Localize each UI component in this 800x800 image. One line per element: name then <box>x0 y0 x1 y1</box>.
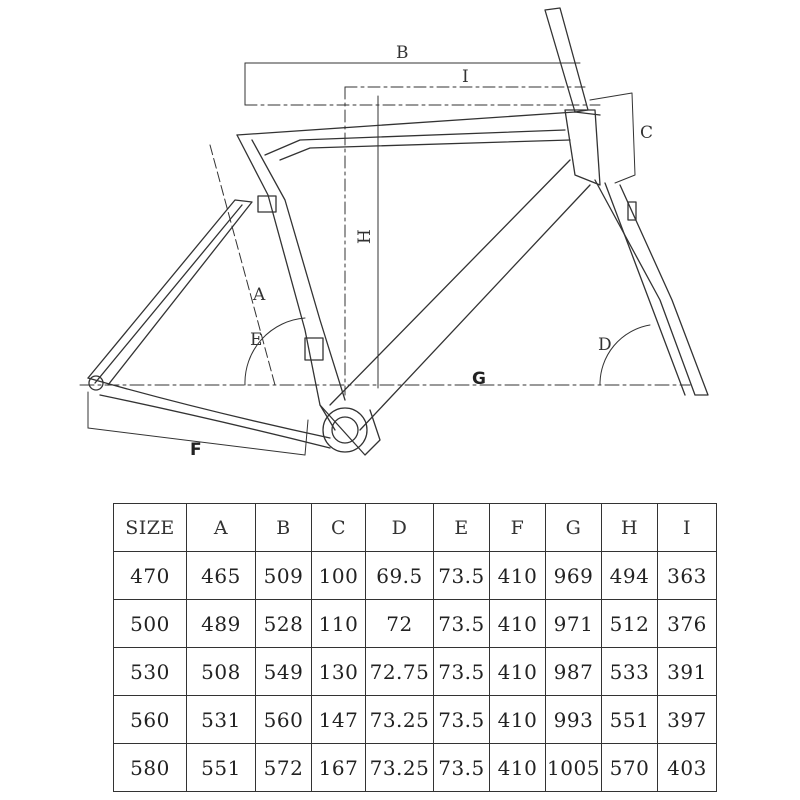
dimension-lines <box>80 63 690 455</box>
table-cell: 73.5 <box>434 552 490 600</box>
table-cell: 363 <box>658 552 717 600</box>
table-row <box>114 600 717 648</box>
table-cell: 72.75 <box>366 648 434 696</box>
table-cell: 560 <box>256 696 312 744</box>
table-cell: 410 <box>490 600 546 648</box>
dim-label-g: G <box>472 369 486 389</box>
table-cell: 100 <box>312 552 366 600</box>
table-cell: 1005 <box>546 744 602 792</box>
table-cell: 570 <box>602 744 658 792</box>
dim-label-i: I <box>462 67 469 87</box>
table-cell: 531 <box>187 696 256 744</box>
dim-label-h: H <box>355 229 375 244</box>
header-d: D <box>366 504 434 552</box>
table-cell: 410 <box>490 552 546 600</box>
header-h: H <box>602 504 658 552</box>
header-a: A <box>187 504 256 552</box>
table-cell: 403 <box>658 744 717 792</box>
bicycle-frame <box>88 8 708 455</box>
header-i: I <box>658 504 717 552</box>
table-cell: 73.5 <box>434 696 490 744</box>
table-cell: 500 <box>114 600 187 648</box>
table-cell: 530 <box>114 648 187 696</box>
table-cell: 376 <box>658 600 717 648</box>
table-cell: 993 <box>546 696 602 744</box>
table-cell: 465 <box>187 552 256 600</box>
table-cell: 969 <box>546 552 602 600</box>
table-cell: 73.25 <box>366 696 434 744</box>
table-cell: 73.5 <box>434 600 490 648</box>
table-cell: 410 <box>490 744 546 792</box>
table-cell: 549 <box>256 648 312 696</box>
header-g: G <box>546 504 602 552</box>
header-b: B <box>256 504 312 552</box>
table-header-row <box>114 504 717 552</box>
table-cell: 508 <box>187 648 256 696</box>
table-row <box>114 648 717 696</box>
table-cell: 410 <box>490 648 546 696</box>
geometry-size-table <box>113 503 717 792</box>
table-cell: 560 <box>114 696 187 744</box>
table-cell: 971 <box>546 600 602 648</box>
table-row <box>114 552 717 600</box>
table-row <box>114 696 717 744</box>
header-f: F <box>490 504 546 552</box>
table-cell: 69.5 <box>366 552 434 600</box>
table-cell: 110 <box>312 600 366 648</box>
table-cell: 551 <box>187 744 256 792</box>
dim-label-b: B <box>396 43 409 63</box>
table-cell: 489 <box>187 600 256 648</box>
table-cell: 987 <box>546 648 602 696</box>
table-cell: 533 <box>602 648 658 696</box>
table-cell: 470 <box>114 552 187 600</box>
table-cell: 73.5 <box>434 648 490 696</box>
dim-label-f: F <box>190 440 202 460</box>
table-row <box>114 744 717 792</box>
table-cell: 72 <box>366 600 434 648</box>
table-cell: 73.5 <box>434 744 490 792</box>
table-cell: 147 <box>312 696 366 744</box>
table-cell: 397 <box>658 696 717 744</box>
table-cell: 410 <box>490 696 546 744</box>
dim-label-a: A <box>253 285 266 305</box>
table-cell: 572 <box>256 744 312 792</box>
dim-label-c: C <box>640 123 654 143</box>
table-cell: 391 <box>658 648 717 696</box>
table-cell: 73.25 <box>366 744 434 792</box>
table-cell: 167 <box>312 744 366 792</box>
header-c: C <box>312 504 366 552</box>
dim-label-d: D <box>598 335 612 355</box>
table-cell: 130 <box>312 648 366 696</box>
table-cell: 509 <box>256 552 312 600</box>
table-cell: 528 <box>256 600 312 648</box>
table-cell: 580 <box>114 744 187 792</box>
dim-label-e: E <box>250 330 263 350</box>
table-cell: 494 <box>602 552 658 600</box>
header-e: E <box>434 504 490 552</box>
table-cell: 551 <box>602 696 658 744</box>
header-size: SIZE <box>114 504 187 552</box>
table-cell: 512 <box>602 600 658 648</box>
